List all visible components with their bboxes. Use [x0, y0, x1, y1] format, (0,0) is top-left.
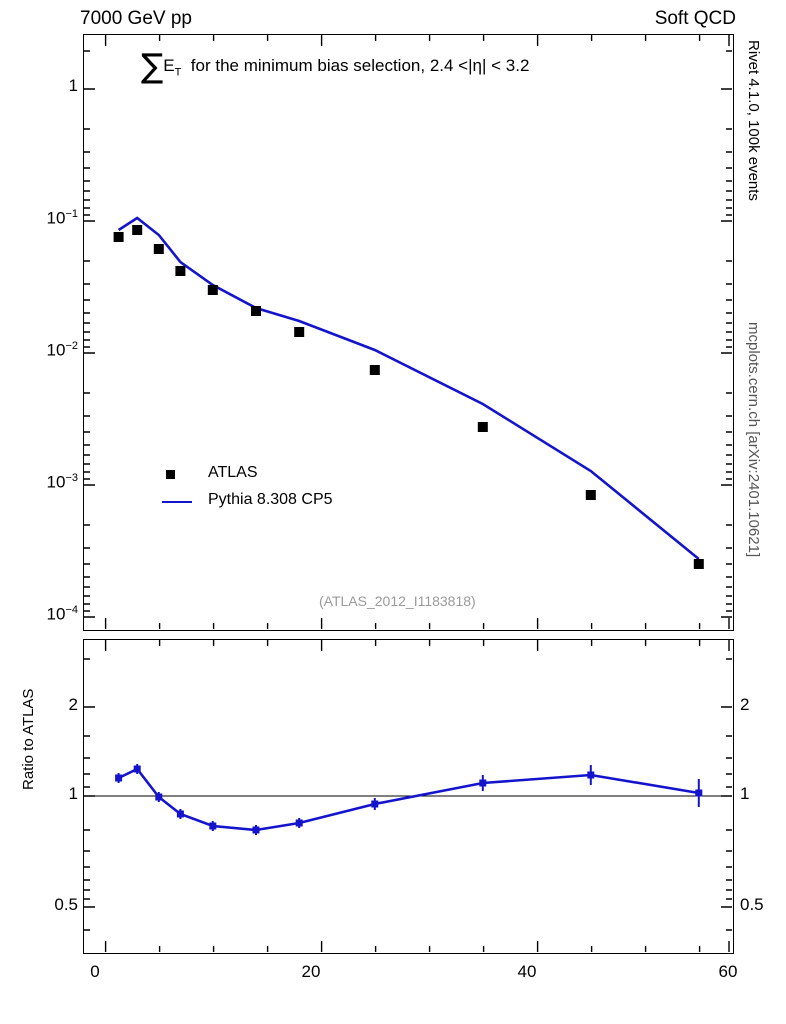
analysis-id-watermark: (ATLAS_2012_I1183818): [319, 593, 476, 609]
plot-title: [141, 46, 530, 85]
rivet-version-caption: Rivet 4.1.0, 100k events: [745, 40, 762, 201]
ratio-ytick-right-1: 1: [740, 784, 750, 803]
legend-label-atlas: ATLAS: [208, 464, 258, 481]
main-axis-ticks: [84, 35, 732, 629]
xtick-40: 40: [517, 962, 537, 981]
main-plot-panel: [83, 34, 734, 631]
header-process-label: Soft QCD: [654, 8, 736, 29]
title-e: E: [163, 56, 175, 75]
ytick-exp-1e-3: −3: [65, 472, 78, 484]
ratio-error-bars: [116, 764, 701, 835]
ratio-ytick-1: 1: [68, 784, 78, 803]
xtick-60: 60: [718, 962, 738, 981]
header-energy-label: 7000 GeV pp: [80, 8, 192, 29]
series-line-pythia: [119, 218, 699, 559]
ratio-plot-svg: [84, 640, 732, 952]
ratio-series-line: [119, 769, 699, 830]
ytick-exp-1e-2: −2: [65, 340, 78, 352]
ratio-axis-title: Ratio to ATLAS: [20, 688, 37, 790]
ytick-label-1e-2: 10: [46, 340, 66, 360]
legend-label-pythia: Pythia 8.308 CP5: [208, 491, 333, 508]
ratio-ytick-0-5: 0.5: [54, 895, 78, 914]
main-plot-svg: [84, 35, 732, 629]
ytick-label-1e-3: 10: [46, 472, 66, 492]
ratio-ytick-2: 2: [68, 695, 78, 714]
ytick-label-1e-4: 10: [46, 604, 66, 624]
legend-marker-icon: [166, 470, 175, 479]
mcplots-arxiv-caption: mcplots.cern.ch [arXiv:2401.10621]: [745, 322, 762, 558]
title-rest: for the minimum bias selection, 2.4 <|η| < 3.2: [190, 56, 530, 75]
main-y-axis-labels: [0, 0, 78, 640]
ytick-exp-1e-4: −4: [65, 604, 78, 616]
legend-line-icon: [162, 501, 192, 503]
ratio-ytick-right-0-5: 0.5: [740, 895, 764, 914]
title-t: T: [174, 66, 182, 79]
ytick-exp-1e-1: −1: [65, 208, 78, 220]
ratio-plot-panel: [83, 639, 734, 954]
ratio-y-axis-labels-left: [0, 639, 78, 955]
xtick-20: 20: [301, 962, 321, 981]
sigma-symbol: ∑: [141, 46, 164, 85]
ratio-ytick-right-2: 2: [740, 695, 750, 714]
ytick-label-1: 1: [68, 76, 78, 95]
ytick-label-1e-1: 10: [46, 208, 66, 228]
xtick-0: 0: [90, 962, 100, 981]
ratio-y-axis-labels-right: [740, 639, 786, 955]
